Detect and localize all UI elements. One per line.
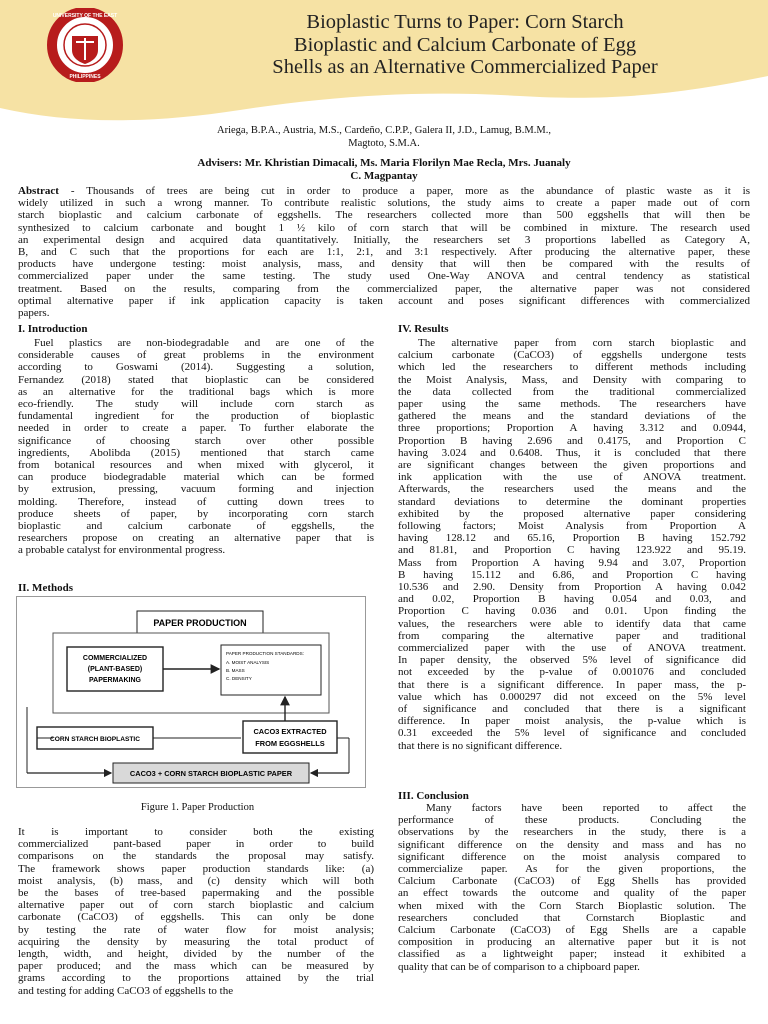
conclusion-line: Calcium Carbonate (CaCO3) of Egg Shells are a capable	[398, 924, 746, 936]
fig-commercialized-1: COMMERCIALIZED	[82, 655, 148, 662]
results-line: Proportion B having 2.696 and 0.4175, and Proportion C	[398, 434, 746, 447]
fig-bottom-box: CACO3 + CORN STARCH BIOPLASTIC PAPER	[129, 769, 293, 778]
methods-line: be the bases of tree-based papermaking and the possible	[18, 887, 374, 899]
conclusion-line: significant difference on the moist analysis compared to	[398, 850, 746, 863]
methods-line: comparisons on the standards the proposal may satisfy.	[18, 850, 374, 863]
results-line: from comparing the alternative paper and traditional	[398, 629, 746, 642]
introduction-line: can produce biodegradable material which can be formed	[18, 471, 374, 484]
results-line: that there is a significant difference. In paper mass, the p-	[398, 678, 746, 691]
conclusion-line: when mixed with the Corn Starch Bioplastic solution. The	[398, 899, 746, 912]
methods-line: paper produced; and the mass which can be measured by	[18, 960, 374, 973]
introduction-line: eco-friendly. The study will include corn starch as	[18, 398, 374, 410]
introduction-line: a probable catalyst for environmental progress.	[18, 544, 226, 557]
abstract-line: widely utilized in such a wrong manner. To contribute realistic solutions, the study aims to create a paper made out of corn	[18, 197, 750, 210]
abstract-line: commercialized paper under the same testing. The study used One-Way ANOVA and central tendency as statistical	[18, 270, 750, 283]
results-line: and 81.81, and Proportion C having 123.922 and 95.19.	[398, 544, 746, 557]
results-line: difference. In paper moist analysis, the p-value which is	[398, 715, 746, 728]
results-line: 10.536 and 2.90. Density from Proportion A having 0.042	[398, 581, 746, 593]
methods-line: carbonate (CaCO3) of eggshells. This can only be done	[18, 911, 374, 924]
methods-line: commercialized pant-based paper in order to build	[18, 838, 374, 851]
abstract-line: products have undergone testing: moist analysis, mass, and density that will then be compared with the results of	[18, 258, 750, 271]
results-line: B having 15.112 and 6.86, and Proportion C having	[398, 568, 746, 581]
poster-title-line-1: Bioplastic Turns to Paper: Corn Starch	[306, 11, 624, 33]
abstract-line: Abstract - Thousands of trees are being cut in order to produce a paper, more as the abundance of plastic waste as it is	[18, 185, 750, 197]
fig-top-title: PAPER PRODUCTION	[153, 618, 247, 628]
fig-standard-a: A. MOIST ANALYSIS	[226, 660, 270, 665]
results-line: value which has 0.000297 did not exceed on the 5% level	[398, 690, 746, 703]
results-heading: IV. Results	[398, 323, 449, 335]
results-line: Proportion C having 0.036 and 0.01. Upon finding the	[398, 605, 746, 618]
conclusion-line: composition in producing an alternative paper but it is not	[398, 936, 746, 949]
introduction-line: from botanical resources and when mixed with glycerol, it	[18, 459, 374, 471]
results-line: having 3.024 and 0.6408. Thus, it is concluded that there	[398, 446, 746, 459]
methods-line: alternative paper out of corn starch bioplastic and calcium	[18, 899, 374, 912]
conclusion-line: quality that can be of comparison to a chipboard paper.	[398, 960, 640, 973]
results-line: standard deviations to determine the dominant properties	[398, 495, 746, 508]
conclusion-line: researchers concluded that Cornstarch Bioplastic and	[398, 911, 746, 924]
results-line: are significant changes between the given proportions and	[398, 459, 746, 471]
fig-standard-b: B. MASS	[226, 668, 245, 673]
fig-commercialized-2: (PLANT-BASED)	[87, 666, 143, 673]
results-line: and 0.02, Proportion B having 0.054 and 0.03, and	[398, 593, 746, 606]
methods-line: acquiring the density by measuring the total product of	[18, 935, 374, 948]
fig-standards-title: PAPER PRODUCTION STANDARDS:	[226, 651, 304, 656]
results-line: which led the researchers to different methods including	[398, 361, 746, 374]
methods-line: and testing for adding CaCO3 of eggshells to the	[18, 984, 234, 997]
results-line: In paper density, the observed 5% level of significance did	[398, 654, 746, 667]
advisors-line-2: C. Magpantay	[350, 170, 418, 182]
introduction-line: significance of choosing starch over other possible	[18, 434, 374, 447]
introduction-line: researchers propose on creating an alternative paper that is	[18, 532, 374, 545]
results-line: Afterwards, the researchers used the means and the	[398, 483, 746, 496]
results-line: the Moist Analysis, Mass, and Density with comparing to	[398, 373, 746, 386]
conclusion-line: Calcium Carbonate (CaCO3) of Egg Shells has provided	[398, 875, 746, 888]
methods-line: moist analysis, (b) mass, and (c) density which will both	[18, 874, 374, 887]
results-line: calcium carbonate (CaCO3) of eggshells undergone tests	[398, 349, 746, 362]
fig-caco3-2: FROM EGGSHELLS	[255, 739, 325, 748]
conclusion-line: significant difference on the density and mass and has no	[398, 838, 746, 851]
abstract-line: synthesized to calcium carbonate and bought 1 ½ kilo of corn starch that will be combined in mixture. The research used	[18, 221, 750, 234]
methods-line: It is important to consider both the existing	[18, 826, 374, 838]
abstract-line: papers.	[18, 307, 50, 319]
poster-title-line-2: Bioplastic and Calcium Carbonate of Egg	[293, 34, 637, 56]
results-line: paper using the same methods. The researchers have	[398, 398, 746, 410]
conclusion-line: classified as a lightweight paper; instead it exhibited a	[398, 948, 746, 961]
results-line: that there is no significant difference.	[398, 739, 563, 752]
results-line: ink application with the use of ANOVA treatment.	[398, 471, 746, 484]
conclusion-heading: III. Conclusion	[398, 790, 469, 802]
advisors-line-1: Advisers: Mr. Khristian Dimacali, Ms. Maria Florilyn Mae Recla, Mrs. Juanaly	[197, 157, 571, 169]
conclusion-line: observations by the researchers in the study, there is a	[398, 826, 746, 839]
introduction-line: needed in order to create a paper. To further elaborate the	[18, 422, 374, 435]
introduction-line: molding. Therefore, instead of cutting down trees to	[18, 495, 374, 508]
authors-line-2: Magtoto, S.M.A.	[348, 138, 420, 149]
results-line: having 128.12 and 65.16, Proportion B having 152.792	[398, 532, 746, 545]
introduction-line: Fernandez (2018) stated that bioplastic can be considered	[18, 373, 374, 386]
fig-corn-starch: CORN STARCH BIOPLASTIC	[50, 736, 140, 743]
abstract-line: B, and C such that the proportions for each are 1:1, 2:1, and 3:1 respectively. After producing the alternative paper, these	[18, 246, 750, 258]
introduction-line: ingredients, Abolibda (2015) mentioned that starch came	[18, 446, 374, 459]
figure-diagram	[17, 597, 367, 789]
introduction-line: by extrusion, pressing, vacuum forming and injection	[18, 483, 374, 496]
methods-line: length, width, and height, divided by the number of the	[18, 948, 374, 960]
abstract-line: treatment. Based on the results, comparing from the commercialized paper, the alternative paper was not considered	[18, 282, 750, 295]
results-line: Mass from Proportion A having 9.94 and 3.07, Proportion	[398, 556, 746, 569]
conclusion-line: performance of these products. Concluding the	[398, 814, 746, 827]
introduction-line: bioplastic and calcium carbonate of eggshells, the	[18, 520, 374, 532]
results-line: values, the researchers were able to identify data that came	[398, 617, 746, 630]
introduction-line: according to Goswami (2014). Suggesting a solution,	[18, 361, 374, 374]
introduction-line: fundamental ingredient for the production of bioplastic	[18, 410, 374, 423]
results-line: three proportions; Proportion A having 3.312 and 0.0944,	[398, 422, 746, 435]
abstract-line: optimal alternative paper if ink application capacity is taken account and poses significant differences with commercialized	[18, 294, 750, 307]
figure-caption: Figure 1. Paper Production	[140, 802, 255, 813]
methods-line: by testing the rate of water flow for moist analysis;	[18, 923, 374, 936]
results-line: the data collected from the traditional commercialized	[398, 385, 746, 398]
conclusion-line: Many factors have been reported to affect the	[426, 802, 746, 814]
methods-line: grams according to the proportions attained by the trial	[18, 972, 374, 985]
introduction-line: considerable causes of great problems in the environment	[18, 349, 374, 362]
methods-line: The framework shows paper production standards like: (a)	[18, 862, 374, 875]
poster-title-line-3: Shells as an Alternative Commercialized Paper	[272, 56, 658, 78]
conclusion-line: an effect towards the outcome and quality of the paper	[398, 887, 746, 900]
results-line: not exceeded by the p-value of 0.001076 and concluded	[398, 666, 746, 679]
fig-commercialized-3: PAPERMAKING	[89, 677, 141, 684]
svg-text:UNIVERSITY OF THE EAST: UNIVERSITY OF THE EAST	[52, 13, 118, 19]
introduction-line: Fuel plastics are non-biodegradable and are one of the	[34, 337, 374, 349]
fig-standard-c: C. DENSITY	[226, 676, 252, 681]
abstract-line: starch bioplastic and calcium carbonate of eggshells. The researchers collected more than 500 eggshells that will then be	[18, 209, 750, 222]
svg-text:PHILIPPINES: PHILIPPINES	[69, 74, 101, 80]
introduction-heading: I. Introduction	[18, 323, 88, 335]
university-seal	[36, 8, 134, 82]
introduction-line: as an alternative for the traditional bags which is more	[18, 385, 374, 398]
results-line: The alternative paper from corn starch bioplastic and	[418, 337, 746, 349]
results-line: of significance and concluded that there is a significant	[398, 703, 746, 715]
results-line: exhibited by the proposed alternative paper considering	[398, 507, 746, 520]
figure-paper-production	[16, 596, 366, 788]
authors-line-1: Ariega, B.P.A., Austria, M.S., Cardeño, C.P.P., Galera II, J.D., Lamug, B.M.M.,	[217, 125, 551, 136]
conclusion-line: commercialize paper. As for the given proportions, the	[398, 863, 746, 875]
results-line: gathered the means and the standard deviations of the	[398, 410, 746, 423]
results-line: 0.31 exceeded the 5% level of significance and concluded	[398, 727, 746, 740]
fig-caco3-1: CACO3 EXTRACTED	[253, 727, 327, 736]
abstract-label: Abstract	[18, 185, 59, 197]
results-line: following factors; Moist Analysis from Proportion A	[398, 520, 746, 532]
abstract-line: an experimental design and acquired data quantitatively. Initially, the researchers set 3 proportions labelled as Category A,	[18, 233, 750, 246]
introduction-line: produce sheets of paper, by incorporating corn starch	[18, 507, 374, 520]
methods-heading: II. Methods	[18, 582, 74, 594]
results-line: commercialized paper with the use of ANOVA treatment.	[398, 642, 746, 654]
